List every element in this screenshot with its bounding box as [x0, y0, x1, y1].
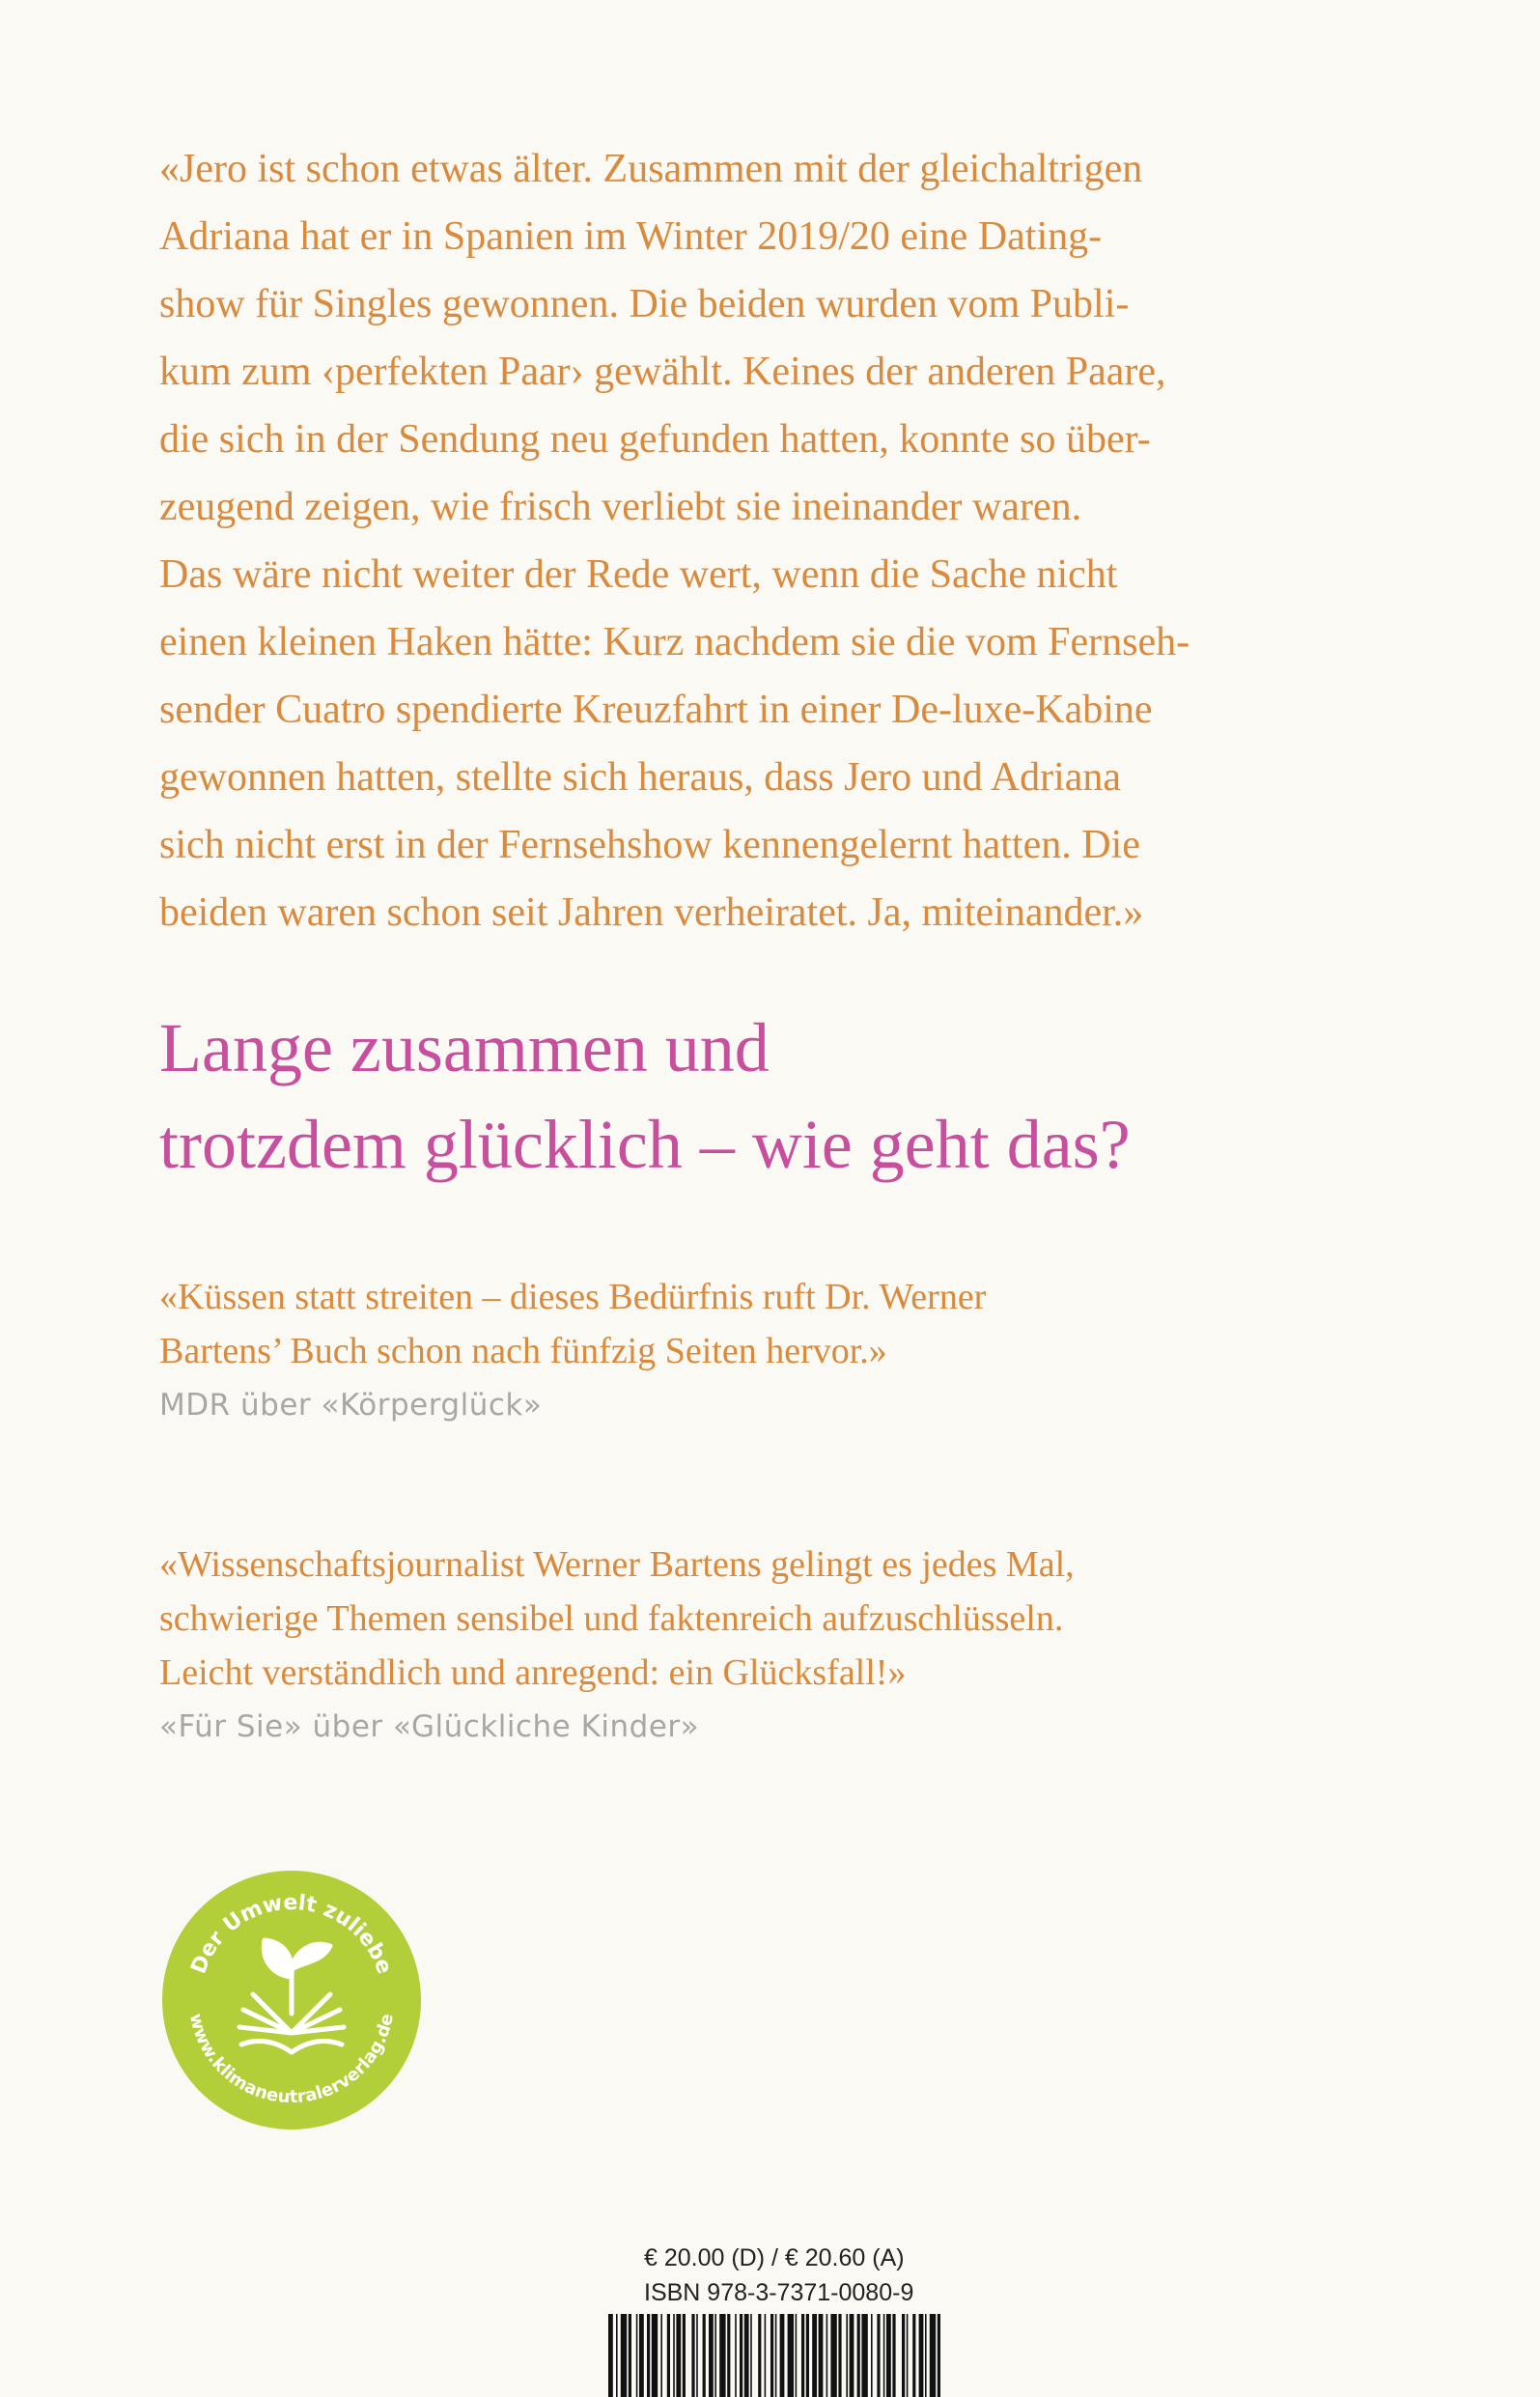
- barcode-bar: [740, 2314, 742, 2397]
- barcode-bar: [727, 2314, 730, 2397]
- barcode-bar: [639, 2314, 644, 2397]
- barcode-bar: [907, 2314, 909, 2397]
- barcode-bar: [709, 2314, 714, 2397]
- excerpt-line: show für Singles gewonnen. Die beiden wurden vom Publi-: [159, 282, 1130, 326]
- barcode-bar: [676, 2314, 681, 2397]
- review-quote: [159, 1537, 1414, 1754]
- review-source: «Für Sie» über «Glückliche Kinder»: [159, 1709, 700, 1744]
- barcode-bar: [902, 2314, 905, 2397]
- barcode-bar: [608, 2314, 613, 2397]
- badge-top-text: Der Umwelt zuliebe: [186, 1890, 397, 1978]
- barcode-bar: [892, 2314, 895, 2397]
- barcode-bar: [775, 2314, 777, 2397]
- price-block: [644, 2241, 913, 2310]
- barcode-bar: [788, 2314, 794, 2397]
- barcode-bar: [819, 2314, 824, 2397]
- barcode-bar: [616, 2314, 618, 2397]
- review-line: schwierige Themen sensibel und faktenreich aufzuschlüsseln.: [159, 1598, 1064, 1639]
- excerpt-line: die sich in der Sendung neu gefunden hatten, konnte so über-: [159, 417, 1151, 462]
- barcode-bar: [930, 2314, 936, 2397]
- badge-bottom-text: www.klimaneutralerverlag.de: [184, 2011, 398, 2108]
- barcode-bar: [683, 2314, 686, 2397]
- barcode-bar: [925, 2314, 927, 2397]
- barcode-bar: [812, 2314, 817, 2397]
- review-line: Bartens’ Buch schon nach fünfzig Seiten hervor.»: [159, 1331, 887, 1371]
- barcode-bar: [877, 2314, 880, 2397]
- barcode-bar: [714, 2314, 716, 2397]
- headline-line: trotzdem glücklich – wie geht das?: [159, 1106, 1131, 1183]
- barcode-bar: [696, 2314, 698, 2397]
- barcode-bar: [801, 2314, 804, 2397]
- barcode-bar: [652, 2314, 658, 2397]
- barcode-bar: [846, 2314, 848, 2397]
- barcode-bar: [758, 2314, 761, 2397]
- review-source: MDR über «Körperglück»: [159, 1388, 543, 1423]
- eco-badge: [160, 1869, 423, 2131]
- review-quote: [159, 1270, 1414, 1432]
- barcode-bar: [673, 2314, 675, 2397]
- eco-badge-graphic: [160, 1869, 423, 2131]
- excerpt-line: gewonnen hatten, stellte sich heraus, dass Jero und Adriana: [159, 755, 1122, 800]
- headline: [159, 1000, 1414, 1193]
- barcode-bar: [938, 2314, 940, 2397]
- excerpt-line: Das wäre nicht weiter der Rede wert, wenn die Sache nicht: [159, 552, 1118, 597]
- barcode-bar: [830, 2314, 836, 2397]
- excerpt-line: beiden waren schon seit Jahren verheiratet. Ja, miteinander.»: [159, 890, 1144, 935]
- barcode-bar: [861, 2314, 867, 2397]
- barcode-bar: [770, 2314, 773, 2397]
- excerpt-line: Adriana hat er in Spanien im Winter 2019/20 eine Dating-: [159, 214, 1103, 259]
- barcode-bar: [765, 2314, 767, 2397]
- barcode-bar: [912, 2314, 915, 2397]
- barcode-bar: [796, 2314, 798, 2397]
- excerpt-line: kum zum ‹perfekten Paar› gewählt. Keines der anderen Paare,: [159, 350, 1166, 394]
- barcode-bar: [871, 2314, 873, 2397]
- excerpt-quote: [159, 135, 1414, 946]
- excerpt-line: sich nicht erst in der Fernsehshow kennengelernt hatten. Die: [159, 823, 1140, 867]
- barcode-bar: [838, 2314, 841, 2397]
- isbn-text: ISBN 978-3-7371-0080-9: [644, 2279, 914, 2306]
- excerpt-line: «Jero ist schon etwas älter. Zusammen mit der gleichaltrigen: [159, 147, 1143, 191]
- excerpt-line: einen kleinen Haken hätte: Kurz nachdem sie die vom Fernseh-: [159, 620, 1190, 664]
- review-line: «Wissenschaftsjournalist Werner Bartens gelingt es jedes Mal,: [159, 1544, 1075, 1585]
- excerpt-line: sender Cuatro spendierte Kreuzfahrt in einer De-luxe-Kabine: [159, 688, 1153, 732]
- price-text: € 20.00 (D) / € 20.60 (A): [644, 2244, 905, 2271]
- barcode-bar: [703, 2314, 706, 2397]
- excerpt-line: zeugend zeigen, wie frisch verliebt sie ineinander waren.: [159, 485, 1082, 529]
- barcode: [608, 2314, 941, 2397]
- review-line: Leicht verständlich und anregend: ein Glücksfall!»: [159, 1652, 907, 1693]
- barcode-bar: [886, 2314, 891, 2397]
- barcode-bar: [806, 2314, 809, 2397]
- headline-line: Lange zusammen und: [159, 1009, 770, 1086]
- barcode-bar: [629, 2314, 631, 2397]
- barcode-bar: [919, 2314, 924, 2397]
- barcode-bar: [857, 2314, 860, 2397]
- review-line: «Küssen statt streiten – dieses Bedürfnis ruft Dr. Werner: [159, 1277, 987, 1317]
- barcode-bar: [660, 2314, 662, 2397]
- barcode-bar: [735, 2314, 737, 2397]
- barcode-bar: [636, 2314, 638, 2397]
- barcode-bar: [883, 2314, 885, 2397]
- barcode-bar: [621, 2314, 627, 2397]
- barcode-bar: [850, 2314, 854, 2397]
- barcode-bar: [750, 2314, 752, 2397]
- barcode-bar: [647, 2314, 650, 2397]
- barcode-bar: [780, 2314, 785, 2397]
- barcode-bar: [826, 2314, 828, 2397]
- barcode-bar: [744, 2314, 749, 2397]
- barcode-bar: [691, 2314, 694, 2397]
- barcode-bar: [667, 2314, 670, 2397]
- barcode-bar: [719, 2314, 725, 2397]
